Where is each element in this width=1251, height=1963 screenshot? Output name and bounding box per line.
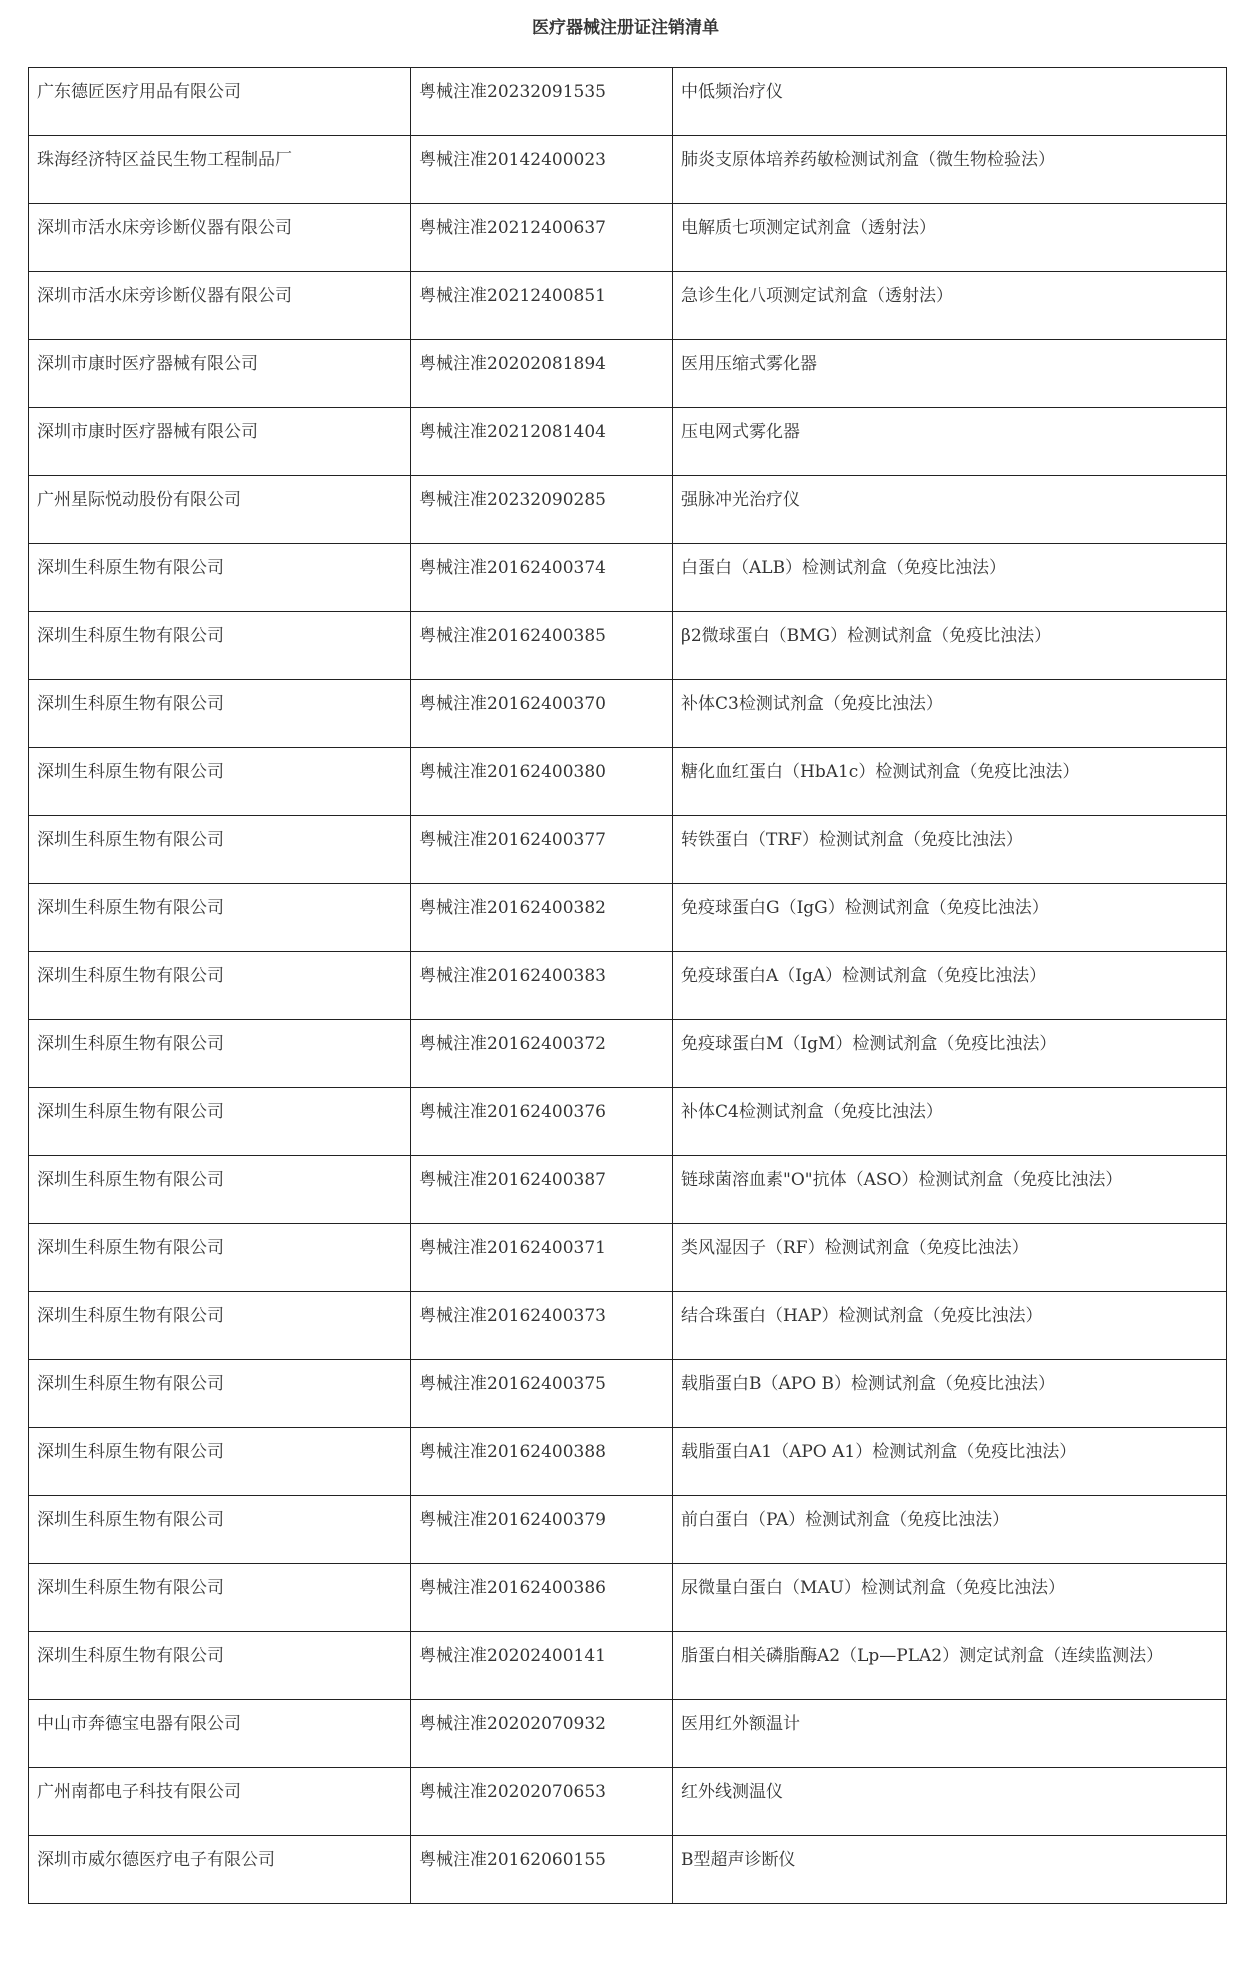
table-row <box>29 1224 1227 1292</box>
product-name-cell: 免疫球蛋白M（IgM）检测试剂盒（免疫比浊法） <box>673 1020 1227 1088</box>
table-row <box>29 476 1227 544</box>
product-name-cell: 补体C3检测试剂盒（免疫比浊法） <box>673 680 1227 748</box>
registration-number-cell: 粤械注准20162400388 <box>411 1428 673 1496</box>
company-cell: 深圳生科原生物有限公司 <box>29 1156 411 1224</box>
company-cell: 深圳市活水床旁诊断仪器有限公司 <box>29 204 411 272</box>
registration-number-cell: 粤械注准20202400141 <box>411 1632 673 1700</box>
table-row <box>29 1360 1227 1428</box>
product-name-cell: 链球菌溶血素"O"抗体（ASO）检测试剂盒（免疫比浊法） <box>673 1156 1227 1224</box>
company-cell: 深圳生科原生物有限公司 <box>29 1496 411 1564</box>
company-cell: 深圳市康时医疗器械有限公司 <box>29 340 411 408</box>
table-row <box>29 408 1227 476</box>
registration-number-cell: 粤械注准20162400376 <box>411 1088 673 1156</box>
product-name-cell: 压电网式雾化器 <box>673 408 1227 476</box>
registration-number-cell: 粤械注准20162400372 <box>411 1020 673 1088</box>
company-cell: 深圳生科原生物有限公司 <box>29 748 411 816</box>
product-name-cell: 红外线测温仪 <box>673 1768 1227 1836</box>
product-name-cell: 医用红外额温计 <box>673 1700 1227 1768</box>
table-row <box>29 952 1227 1020</box>
table-row <box>29 1564 1227 1632</box>
registration-number-cell: 粤械注准20162400374 <box>411 544 673 612</box>
product-name-cell: 强脉冲光治疗仪 <box>673 476 1227 544</box>
company-cell: 深圳生科原生物有限公司 <box>29 1224 411 1292</box>
product-name-cell: 载脂蛋白A1（APO A1）检测试剂盒（免疫比浊法） <box>673 1428 1227 1496</box>
table-row <box>29 544 1227 612</box>
product-name-cell: 脂蛋白相关磷脂酶A2（Lp—PLA2）测定试剂盒（连续监测法） <box>673 1632 1227 1700</box>
registration-number-cell: 粤械注准20202070932 <box>411 1700 673 1768</box>
company-cell: 广州星际悦动股份有限公司 <box>29 476 411 544</box>
company-cell: 深圳生科原生物有限公司 <box>29 1428 411 1496</box>
registration-number-cell: 粤械注准20162400385 <box>411 612 673 680</box>
table-row <box>29 1836 1227 1904</box>
product-name-cell: 急诊生化八项测定试剂盒（透射法） <box>673 272 1227 340</box>
product-name-cell: 医用压缩式雾化器 <box>673 340 1227 408</box>
table-row <box>29 1768 1227 1836</box>
table-body <box>29 68 1227 1904</box>
product-name-cell: 前白蛋白（PA）检测试剂盒（免疫比浊法） <box>673 1496 1227 1564</box>
registration-number-cell: 粤械注准20162400380 <box>411 748 673 816</box>
company-cell: 深圳生科原生物有限公司 <box>29 1020 411 1088</box>
registration-number-cell: 粤械注准20162400371 <box>411 1224 673 1292</box>
company-cell: 广州南都电子科技有限公司 <box>29 1768 411 1836</box>
table-row <box>29 1496 1227 1564</box>
registration-number-cell: 粤械注准20162400375 <box>411 1360 673 1428</box>
product-name-cell: 类风湿因子（RF）检测试剂盒（免疫比浊法） <box>673 1224 1227 1292</box>
registration-number-cell: 粤械注准20162400373 <box>411 1292 673 1360</box>
table-row <box>29 1700 1227 1768</box>
company-cell: 深圳市康时医疗器械有限公司 <box>29 408 411 476</box>
company-cell: 珠海经济特区益民生物工程制品厂 <box>29 136 411 204</box>
table-row <box>29 340 1227 408</box>
registration-number-cell: 粤械注准20162400377 <box>411 816 673 884</box>
registration-number-cell: 粤械注准20162400370 <box>411 680 673 748</box>
registration-number-cell: 粤械注准20162400387 <box>411 1156 673 1224</box>
table-row <box>29 204 1227 272</box>
company-cell: 深圳市威尔德医疗电子有限公司 <box>29 1836 411 1904</box>
product-name-cell: β2微球蛋白（BMG）检测试剂盒（免疫比浊法） <box>673 612 1227 680</box>
company-cell: 深圳市活水床旁诊断仪器有限公司 <box>29 272 411 340</box>
company-cell: 深圳生科原生物有限公司 <box>29 952 411 1020</box>
table-row <box>29 272 1227 340</box>
registration-number-cell: 粤械注准20232091535 <box>411 68 673 136</box>
company-cell: 深圳生科原生物有限公司 <box>29 1292 411 1360</box>
registration-number-cell: 粤械注准20162400383 <box>411 952 673 1020</box>
table-row <box>29 1292 1227 1360</box>
product-name-cell: 转铁蛋白（TRF）检测试剂盒（免疫比浊法） <box>673 816 1227 884</box>
registration-number-cell: 粤械注准20212400851 <box>411 272 673 340</box>
table-row <box>29 612 1227 680</box>
registration-number-cell: 粤械注准20162060155 <box>411 1836 673 1904</box>
company-cell: 深圳生科原生物有限公司 <box>29 1632 411 1700</box>
table-row <box>29 1428 1227 1496</box>
table-row <box>29 748 1227 816</box>
company-cell: 深圳生科原生物有限公司 <box>29 544 411 612</box>
cancellation-table <box>28 67 1227 1904</box>
product-name-cell: 补体C4检测试剂盒（免疫比浊法） <box>673 1088 1227 1156</box>
product-name-cell: 肺炎支原体培养药敏检测试剂盒（微生物检验法） <box>673 136 1227 204</box>
product-name-cell: 免疫球蛋白G（IgG）检测试剂盒（免疫比浊法） <box>673 884 1227 952</box>
registration-number-cell: 粤械注准20202081894 <box>411 340 673 408</box>
table-row <box>29 1088 1227 1156</box>
company-cell: 广东德匠医疗用品有限公司 <box>29 68 411 136</box>
page-title: 医疗器械注册证注销清单 <box>532 18 719 38</box>
registration-number-cell: 粤械注准20212400637 <box>411 204 673 272</box>
table-row <box>29 136 1227 204</box>
company-cell: 深圳生科原生物有限公司 <box>29 816 411 884</box>
product-name-cell: 结合珠蛋白（HAP）检测试剂盒（免疫比浊法） <box>673 1292 1227 1360</box>
company-cell: 深圳生科原生物有限公司 <box>29 1564 411 1632</box>
table-row <box>29 1632 1227 1700</box>
product-name-cell: 电解质七项测定试剂盒（透射法） <box>673 204 1227 272</box>
product-name-cell: 中低频治疗仪 <box>673 68 1227 136</box>
registration-number-cell: 粤械注准20162400386 <box>411 1564 673 1632</box>
product-name-cell: 载脂蛋白B（APO B）检测试剂盒（免疫比浊法） <box>673 1360 1227 1428</box>
company-cell: 深圳生科原生物有限公司 <box>29 680 411 748</box>
product-name-cell: 免疫球蛋白A（IgA）检测试剂盒（免疫比浊法） <box>673 952 1227 1020</box>
registration-number-cell: 粤械注准20212081404 <box>411 408 673 476</box>
company-cell: 深圳生科原生物有限公司 <box>29 1088 411 1156</box>
registration-number-cell: 粤械注准20162400382 <box>411 884 673 952</box>
company-cell: 中山市奔德宝电器有限公司 <box>29 1700 411 1768</box>
table-row <box>29 1156 1227 1224</box>
registration-number-cell: 粤械注准20162400379 <box>411 1496 673 1564</box>
product-name-cell: B型超声诊断仪 <box>673 1836 1227 1904</box>
table-row <box>29 68 1227 136</box>
company-cell: 深圳生科原生物有限公司 <box>29 884 411 952</box>
product-name-cell: 白蛋白（ALB）检测试剂盒（免疫比浊法） <box>673 544 1227 612</box>
table-row <box>29 816 1227 884</box>
company-cell: 深圳生科原生物有限公司 <box>29 612 411 680</box>
company-cell: 深圳生科原生物有限公司 <box>29 1360 411 1428</box>
registration-number-cell: 粤械注准20142400023 <box>411 136 673 204</box>
registration-number-cell: 粤械注准20232090285 <box>411 476 673 544</box>
table-row <box>29 680 1227 748</box>
table-row <box>29 884 1227 952</box>
product-name-cell: 尿微量白蛋白（MAU）检测试剂盒（免疫比浊法） <box>673 1564 1227 1632</box>
registration-number-cell: 粤械注准20202070653 <box>411 1768 673 1836</box>
product-name-cell: 糖化血红蛋白（HbA1c）检测试剂盒（免疫比浊法） <box>673 748 1227 816</box>
table-row <box>29 1020 1227 1088</box>
